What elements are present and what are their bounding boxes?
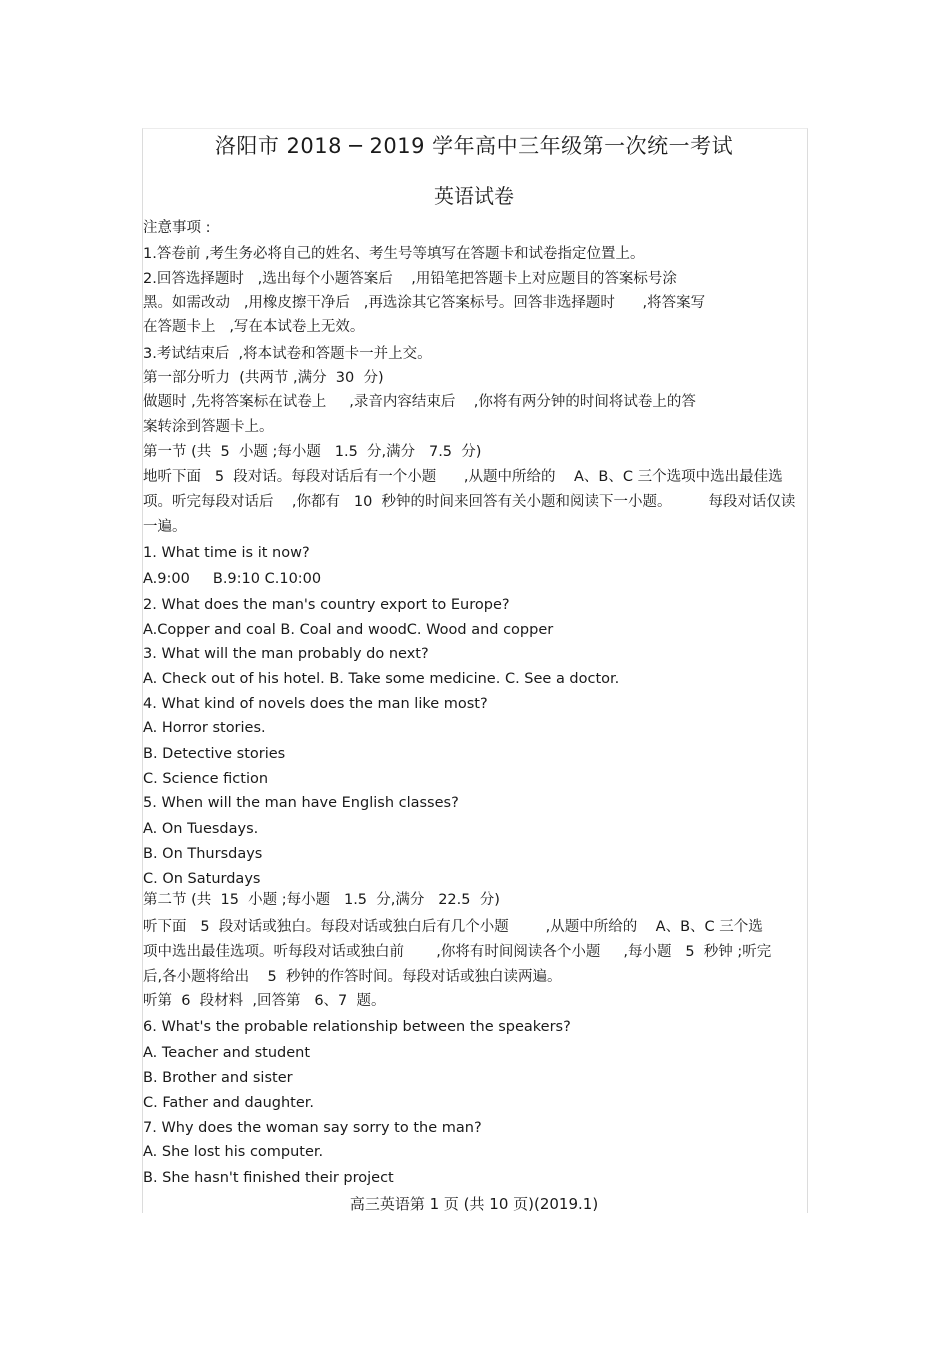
text-line: 3. What will the man probably do next? [143,646,429,662]
text-line: 3.考试结束后 ,将本试卷和答题卡一并上交。 [143,346,432,362]
text-line: 注意事项 : [143,220,211,236]
text-line: A. Horror stories. [143,720,266,736]
text-line: 后,各小题将给出 5 秒钟的作答时间。每段对话或独白读两遍。 [143,969,562,985]
text-line: A.Copper and coal B. Coal and woodC. Wood and copper [143,622,554,638]
exam-subtitle: 英语试卷 [434,184,514,208]
text-line: C. Science fiction [143,771,269,787]
text-line: 2.回答选择题时 ,选出每个小题答案后 ,用铅笔把答题卡上对应题目的答案标号涂 [143,271,677,287]
exam-title: 洛阳市 2018 ─ 2019 学年高中三年级第一次统一考试 [214,134,734,158]
text-line: 黑。如需改动 ,用橡皮擦干净后 ,再选涂其它答案标号。回答非选择题时 ,将答案写 [143,295,706,311]
text-line: A. She lost his computer. [143,1144,324,1160]
text-line: B. Detective stories [143,746,286,762]
text-line: B. Brother and sister [143,1070,293,1086]
text-line: 在答题卡上 ,写在本试卷上无效。 [143,319,365,335]
text-line: C. Father and daughter. [143,1095,315,1111]
text-line: A. Check out of his hotel. B. Take some medicine. C. See a doctor. [143,671,620,687]
text-line: B. On Thursdays [143,846,263,862]
text-line: 项中选出最佳选项。听每段对话或独白前 ,你将有时间阅读各个小题 ,每小题 5 秒钟 ;听完 [143,944,772,960]
text-line: 听下面 5 段对话或独白。每段对话或独白后有几个小题 ,从题中所给的 A、B、C 三个选 [143,919,763,935]
text-line: 听第 6 段材料 ,回答第 6、7 题。 [143,993,386,1009]
text-line: 项。听完每段对话后 ,你都有 10 秒钟的时间来回答有关小题和阅读下一小题。 每段对话仅读 [143,494,796,510]
text-line: 2. What does the man's country export to Europe? [143,597,510,613]
text-line: 案转涂到答题卡上。 [143,419,274,435]
text-line: A.9:00 B.9:10 C.10:00 [143,571,322,587]
text-line: 4. What kind of novels does the man like most? [143,696,488,712]
text-line: C. On Saturdays [143,871,261,887]
text-line: 第一节 (共 5 小题 ;每小题 1.5 分,满分 7.5 分) [143,444,482,460]
text-line: 第一部分听力 (共两节 ,满分 30 分) [143,370,384,386]
text-line: 做题时 ,先将答案标在试卷上 ,录音内容结束后 ,你将有两分钟的时间将试卷上的答 [143,394,696,410]
text-line: 一遍。 [143,519,187,535]
text-line: 6. What's the probable relationship between the speakers? [143,1019,571,1035]
text-line: A. Teacher and student [143,1045,311,1061]
text-line: 第二节 (共 15 小题 ;每小题 1.5 分,满分 22.5 分) [143,892,500,908]
text-line: 7. Why does the woman say sorry to the man? [143,1120,482,1136]
text-line: 1.答卷前 ,考生务必将自己的姓名、考生号等填写在答题卡和试卷指定位置上。 [143,246,645,262]
text-line: A. On Tuesdays. [143,821,259,837]
text-line: B. She hasn't finished their project [143,1170,394,1186]
text-line: 地听下面 5 段对话。每段对话后有一个小题 ,从题中所给的 A、B、C 三个选项中选出最佳选 [143,469,783,485]
text-line: 5. When will the man have English classes? [143,795,459,811]
text-line: 1. What time is it now? [143,545,310,561]
page-footer: 高三英语第 1 页 (共 10 页)(2019.1) [349,1195,599,1213]
